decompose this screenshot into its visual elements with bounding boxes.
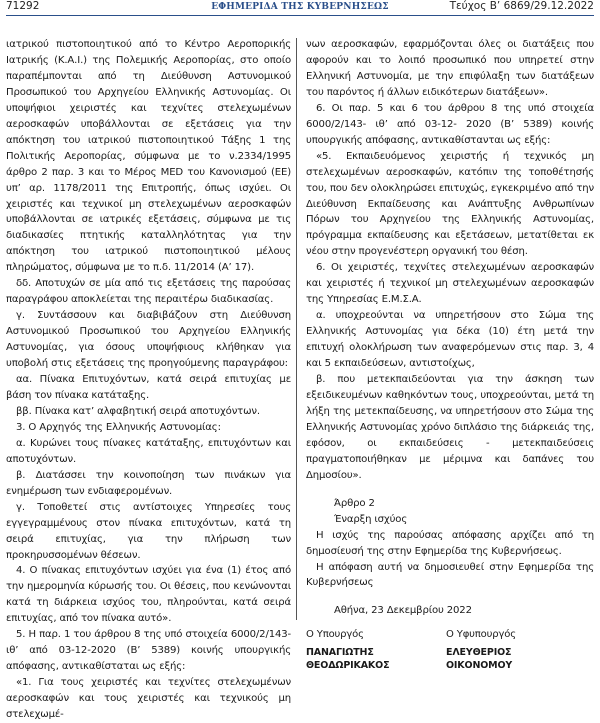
signatory-first-name: ΕΛΕΥΘΕΡΙΟΣ [446,647,512,659]
paragraph: ιατρικού πιστοποιητικού από το Κέντρο Αεροπορικής Ιατρικής (Κ.Α.Ι.) της Πολεμικής Αεροπορίας, στο οποίο παραπέμπονται από τη Διεύθυνση Αστυνομικού Προσωπικού του Αρχηγείου Ελληνικής Αστυνομίας. Οι υποψήφιοι χειριστές και τεχνίτες στελεχωμένων αεροσκαφών υποβάλλονται σε εξετάσεις για την απόκτηση του ιατρικού πιστοποιητικού Τάξης 1 της Πολιτικής Αεροπορίας, σύμφωνα με το ν.2334/1995 άρθρο 2 παρ. 3 και το Μέρος MED του Κανονισμού (ΕΕ) υπ’ αρ. 1178/2011 της Επιτροπής, όπως ισχύει. Οι χειριστές και τεχνικοί μη στελεχωμένων αεροσκαφών υποβάλλονται σε ιατρικές εξετάσεις, σύμφωνα με τις διαδικασίες πτητικής καταλληλότητας για την απόκτηση του ιατρικού πιστοποιητικού μέλους πληρώματος, σύμφωνα με το π.δ. 11/2014 (Α’ 17). [6,39,291,274]
issue-number: Τεύχος Β’ 6869/29.12.2022 [449,0,594,12]
paragraph: νων αεροσκαφών, εφαρμόζονται όλες οι διατάξεις που αφορούν και το λοιπό προσωπικό που υπηρετεί στην Ελληνική Αστυνομία, με την επιφύλαξη των διατάξεων του παρόντος ή άλλων ειδικότερων διατάξεων». [306,39,594,98]
signatory [446,627,586,672]
signatory-last-name: ΘΕΟΔΩΡΙΚΑΚΟΣ [306,659,390,671]
signatory-first-name: ΠΑΝΑΓΙΩΤΗΣ [306,647,374,659]
page-number: 71292 [6,0,40,12]
paragraph: α. υποχρεούνται να υπηρετήσουν στο Σώμα της Ελληνικής Αστυνομίας για δέκα (10) έτη μετά την επιτυχή ολοκλήρωση των αναφερόμενων στις παρ. 3, 4 και 5 εκπαιδεύσεων, αντιστοίχως, [306,310,594,370]
paragraph: γ. Τοποθετεί στις αντίστοιχες Υπηρεσίες τους εγγεγραμμένους στον πίνακα επιτυχόντων, κατά τη σειρά επιτυχίας, για την πλήρωση των προκηρυσσομένων θέσεων. [6,501,291,561]
paragraph: 4. Ο πίνακας επιτυχόντων ισχύει για ένα (1) έτος από την ημερομηνία κύρωσής του. Οι θέσεις, που κενώνονται κατά τη διάρκεια ισχύος του, πληρούνται, κατά σειρά επιτυχίας, από τον πίνακα αυτό». [6,565,291,625]
signatures [306,627,594,672]
journal-title: ΕΦΗΜΕΡΙΔΑ ΤΗΣ ΚΥΒΕΡΝΗΣΕΩΣ [211,2,389,12]
paragraph: «1. Για τους χειριστές και τεχνίτες στελεχωμένων αεροσκαφών και τους χειριστές και τεχνικούς μη στελεχωμέ- [6,677,291,721]
paragraph: δδ. Αποτυχών σε μία από τις εξετάσεις της παρούσας παραγράφου αποκλείεται της περαιτέρω διαδικασίας. [6,278,291,306]
paragraph: γ. Συντάσσουν και διαβιβάζουν στη Διεύθυνση Αστυνομικού Προσωπικού του Αρχηγείου Ελληνικής Αστυνομίας, για όσους υποψήφιους κλήθηκαν για υποβολή στις εξετάσεις της προηγούμενης παραγράφου: [6,310,291,370]
right-column [306,37,594,672]
paragraph: 5. Η παρ. 1 του άρθρου 8 της υπό στοιχεία 6000/2/143- ιθ’ από 03-12-2020 (Β’ 5389) κοινής υπουργικής απόφασης, αντικαθίσταται ως εξής: [6,629,291,673]
paragraph: ββ. Πίνακα κατ’ αλφαβητική σειρά αποτυχόντων. [16,405,260,417]
page-header [6,0,594,16]
paragraph: 6. Οι παρ. 5 και 6 του άρθρου 8 της υπό στοιχεία 6000/2/143- ιθ’ από 03-12- 2020 (Β’ 5389) κοινής υπουργικής απόφασης, αντικαθίστανται ως εξής: [306,102,594,146]
paragraph: α. Κυρώνει τους πίνακες κατάταξης, επιτυχόντων και αποτυχόντων. [6,437,291,465]
paragraph: Η ισχύς της παρούσας απόφασης αρχίζει από τη δημοσίευσή της στην Εφημερίδα της Κυβερνήσεως. [306,529,594,557]
paragraph: β. Διατάσσει την κοινοποίηση των πινάκων για ενημέρωση των ενδιαφερομένων. [6,469,291,497]
signatory [306,627,446,672]
date-line: Αθήνα, 23 Δεκεμβρίου 2022 [334,605,472,617]
left-column [6,37,291,723]
column-divider [296,38,297,620]
signatory-last-name: ΟΙΚΟΝΟΜΟΥ [446,659,513,671]
paragraph: 6. Οι χειριστές, τεχνίτες στελεχωμένων αεροσκαφών και χειριστές ή τεχνικοί μη στελεχωμένων αεροσκαφών της Υπηρεσίας Ε.Μ.Σ.Α. [306,262,594,306]
paragraph: 3. Ο Αρχηγός της Ελληνικής Αστυνομίας: [16,421,221,433]
article-title: Έναρξη ισχύος [334,513,408,525]
paragraph: Η απόφαση αυτή να δημοσιευθεί στην Εφημερίδα της Κυβερνήσεως [306,561,594,589]
article-number: Άρθρο 2 [334,497,375,509]
paragraph: «5. Εκπαιδευόμενος χειριστής ή τεχνικός μη στελεχωμένων αεροσκαφών, κατόπιν της τοποθέτησής του, που δεν ολοκληρώσει επιτυχώς, εγκεκριμένο από την Διεύθυνση Εκπαίδευσης και Ανάπτυξης Ανθρωπίνων Πόρων του Αρχηγείου της Ελληνικής Αστυνομίας, πρόγραμμα εκπαίδευσης και εξετάσεων, μετατίθεται εκ νέου στην προγενέστερη οργανική του θέση. [306,150,594,258]
paragraph: αα. Πίνακα Επιτυχόντων, κατά σειρά επιτυχίας με βάση τον πίνακα κατάταξης. [6,374,291,401]
signatory-title: Ο Υφυπουργός [446,629,516,641]
signatory-title: Ο Υπουργός [306,629,364,641]
paragraph: β. που μετεκπαιδεύονται για την άσκηση των εξειδικευμένων καθηκόντων τους, υποχρεούνται, μετά τη λήξη της μετεκπαίδευσης, να υπηρετήσουν στο Σώμα της Ελληνικής Αστυνομίας χρόνο διπλάσιο της διάρκειάς της, εφόσον, οι εκπαιδεύσεις - μετεκπαιδεύσεις πραγματοποιήθηκαν με μέριμνα και δαπάνες του Δημοσίου». [306,374,594,481]
